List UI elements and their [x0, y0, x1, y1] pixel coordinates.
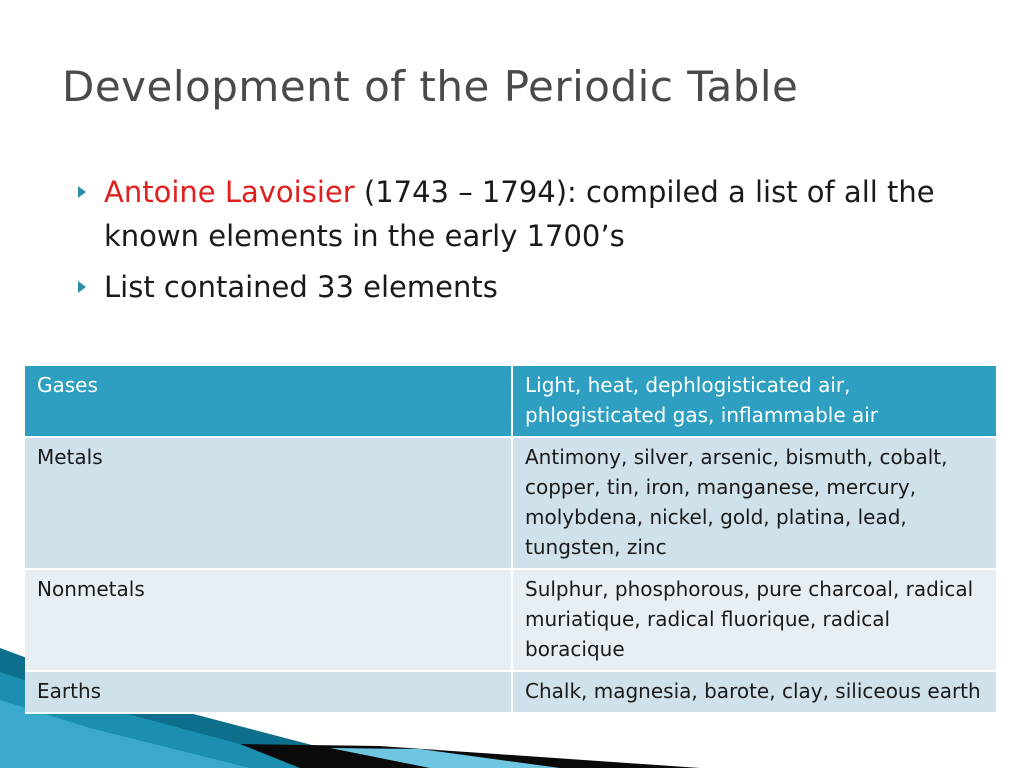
- table-row: [25, 366, 997, 437]
- triangle-bullet-icon: [78, 186, 86, 198]
- table-cell-elements: Sulphur, phosphorous, pure charcoal, radical muriatique, radical fluorique, radical boracique: [512, 569, 997, 671]
- bullet-text: (1743 – 1794): compiled a list of all the known elements in the early 1700’s: [104, 175, 935, 253]
- table-row: [25, 569, 997, 671]
- bullet-item: [75, 265, 955, 309]
- table-cell-category: Earths: [25, 671, 512, 713]
- table-cell-category: Metals: [25, 437, 512, 569]
- elements-table: [25, 366, 998, 714]
- table-row: [25, 437, 997, 569]
- table-cell-elements: Chalk, magnesia, barote, clay, siliceous earth: [512, 671, 997, 713]
- bullet-list: [75, 170, 955, 316]
- bullet-text: List contained 33 elements: [104, 270, 498, 304]
- table-cell-category: Nonmetals: [25, 569, 512, 671]
- table-cell-category: Gases: [25, 366, 512, 437]
- table-cell-elements: Light, heat, dephlogisticated air, phlogisticated gas, inflammable air: [512, 366, 997, 437]
- table-cell-elements: Antimony, silver, arsenic, bismuth, cobalt, copper, tin, iron, manganese, mercury, molybdena, nickel, gold, platina, lead, tungsten, zinc: [512, 437, 997, 569]
- bullet-highlight: Antoine Lavoisier: [104, 175, 355, 209]
- triangle-bullet-icon: [78, 281, 86, 293]
- table-row: [25, 671, 997, 713]
- slide-title: Development of the Periodic Table: [62, 62, 799, 111]
- bullet-item: [75, 170, 955, 258]
